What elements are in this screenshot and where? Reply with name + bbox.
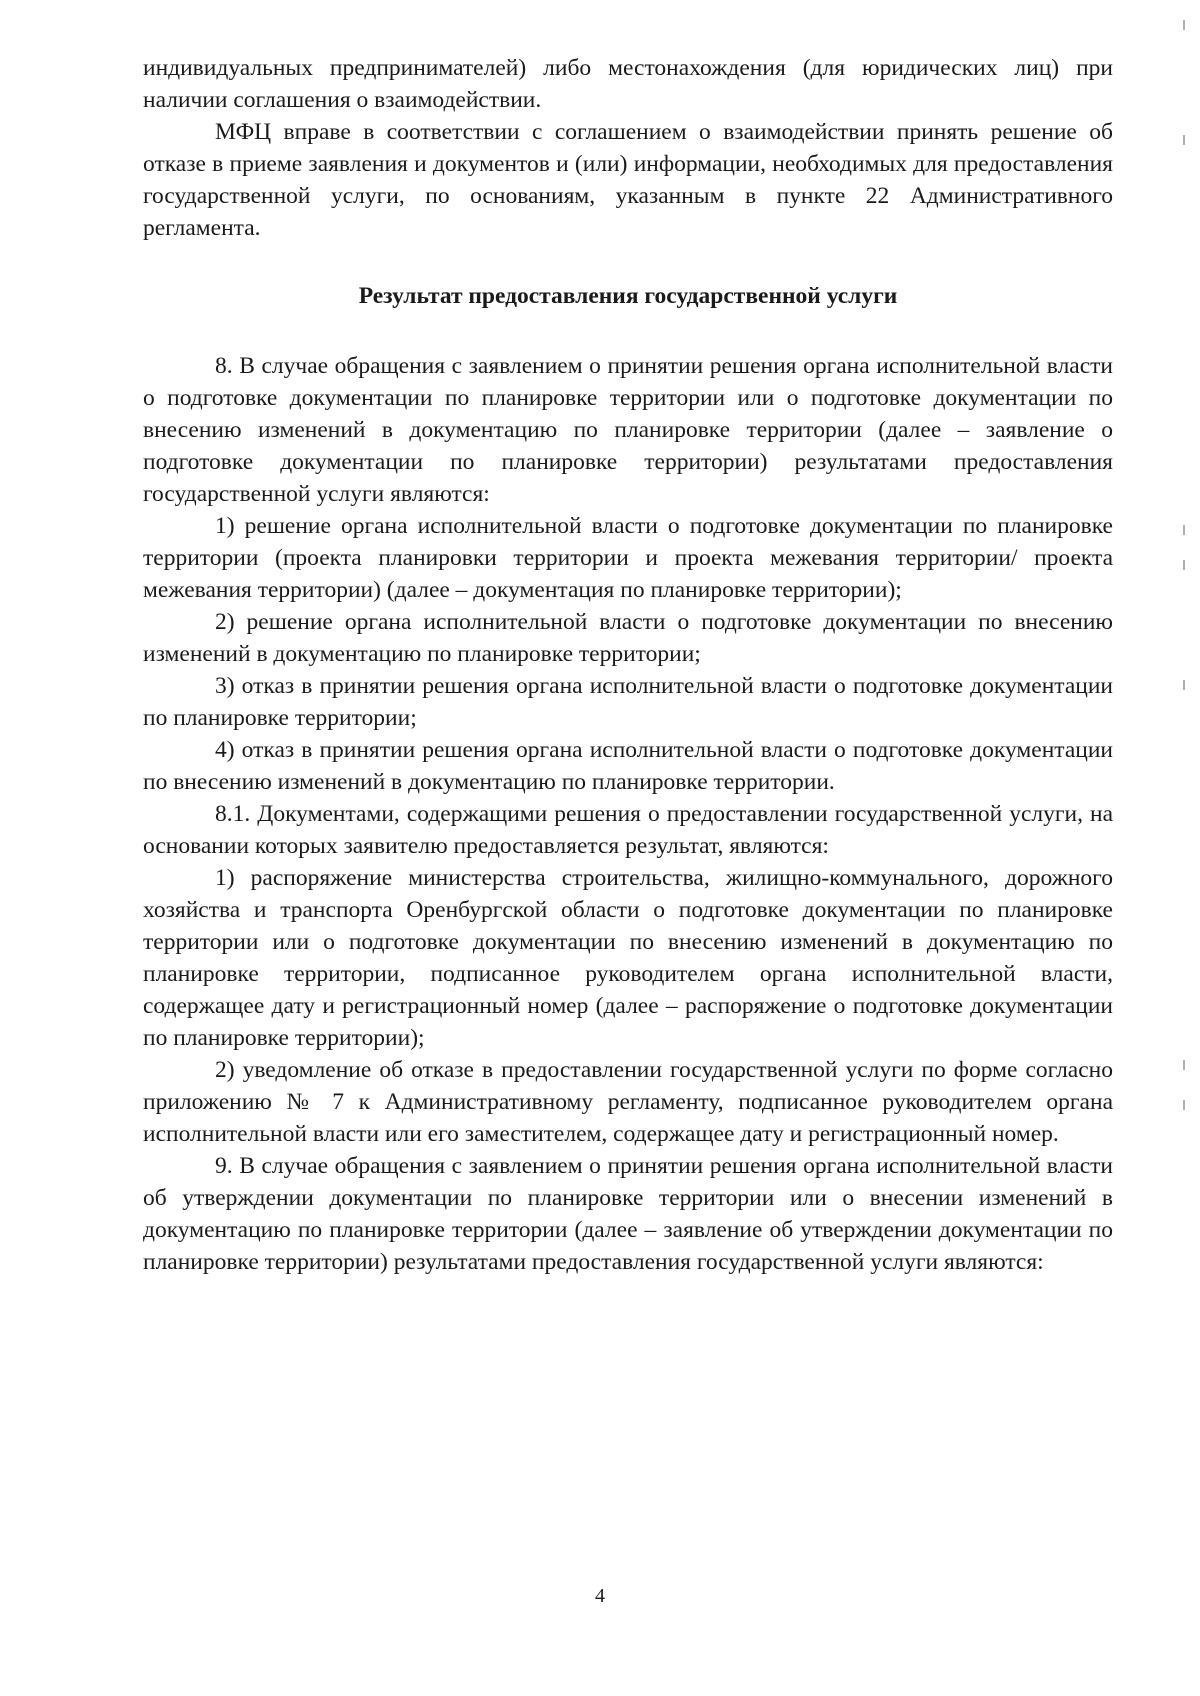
scan-artifact bbox=[1183, 560, 1185, 570]
paragraph-8-1-item-2: 2) уведомление об отказе в предоставлении государственной услуги по форме согласно приложению № 7 к Административному регламенту, подписанное руководителем органа исполнительной власти или его заместителем, содержащее дату и регистрационный номер. bbox=[143, 1057, 1113, 1147]
paragraph-8-item-3: 3) отказ в принятии решения органа исполнительной власти о подготовке документации по планировке территории; bbox=[143, 673, 1113, 731]
scan-artifact bbox=[1183, 525, 1185, 535]
paragraph-8-item-4: 4) отказ в принятии решения органа исполнительной власти о подготовке документации по внесению изменений в документацию по планировке территории. bbox=[143, 737, 1113, 795]
scan-artifact bbox=[1183, 20, 1185, 30]
paragraph-8-1-item-1: 1) распоряжение министерства строительства, жилищно-коммунального, дорожного хозяйства и транспорта Оренбургской области о подготовке документации по планировке территории или о подготовке документации по внесению изменений в документацию по планировке территории, подписанное руководителем органа исполнительной власти, содержащее дату и регистрационный номер (далее – распоряжение о подготовке документации по планировке территории); bbox=[143, 865, 1113, 1051]
scan-artifact bbox=[1183, 1060, 1185, 1070]
paragraph-9: 9. В случае обращения с заявлением о принятии решения органа исполнительной власти об утверждении документации по планировке территории или о внесении изменений в документацию по планировке территории (далее – заявление об утверждении документации по планировке территории) результатами предоставления государственной услуги являются: bbox=[143, 1153, 1113, 1275]
paragraph-mfc-refusal: МФЦ вправе в соответствии с соглашением о взаимодействии принять решение об отказе в приеме заявления и документов и (или) информации, необходимых для предоставления государственной услуги, по основаниям, указанным в пункте 22 Административного регламента. bbox=[143, 119, 1113, 241]
scan-artifact bbox=[1183, 135, 1185, 145]
paragraph-8-1: 8.1. Документами, содержащими решения о предоставлении государственной услуги, на основании которых заявителю предоставляется результат, являются: bbox=[143, 801, 1113, 859]
paragraph-8-item-1: 1) решение органа исполнительной власти о подготовке документации по планировке территории (проекта планировки территории и проекта межевания территории/ проекта межевания территории) (далее – документация по планировке территории); bbox=[143, 513, 1113, 603]
paragraph-8-item-2: 2) решение органа исполнительной власти о подготовке документации по внесению изменений в документацию по планировке территории; bbox=[143, 609, 1113, 667]
section-heading: Результат предоставления государственной услуги bbox=[358, 283, 898, 309]
document-page bbox=[143, 52, 1113, 1278]
scan-artifact bbox=[1183, 1100, 1185, 1110]
scan-artifact bbox=[1183, 680, 1185, 690]
paragraph-continuation: индивидуальных предпринимателей) либо местонахождения (для юридических лиц) при наличии соглашения о взаимодействии. bbox=[143, 55, 1113, 113]
page-number: 4 bbox=[595, 1585, 605, 1607]
paragraph-8: 8. В случае обращения с заявлением о принятии решения органа исполнительной власти о подготовке документации по планировке территории или о подготовке документации по внесению изменений в документацию по планировке территории (далее – заявление о подготовке документации по планировке территории) результатами предоставления государственной услуги являются: bbox=[143, 353, 1113, 507]
